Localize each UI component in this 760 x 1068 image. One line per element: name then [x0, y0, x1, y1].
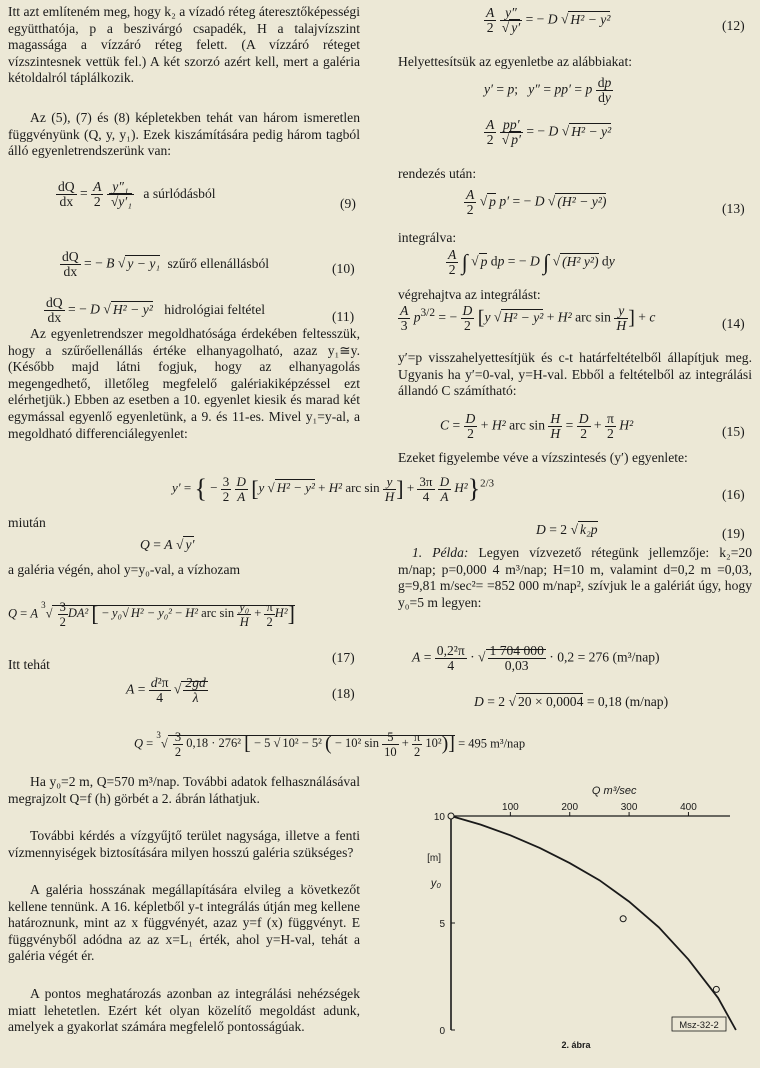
equation-16: y′ = { − $\frac{3}{2}$ $\frac{D}{A}$ [y √ H² − y² + H² arc sin $\frac{y}{H}$ ] + $\frac{3\pi}{4}$ $\frac{D}{A}$ H²}$^{2/3}$	[172, 473, 495, 504]
curve-marker	[620, 916, 626, 922]
eq11-label: hidrológiai feltétel	[164, 301, 266, 317]
equation-9: $\frac{dQ}{dx}$ = $\frac{A}{2}$ $\frac{\text{y″₁}}{\text{√y′₁}}$ a súrlódásból	[58, 179, 216, 209]
equation-9-number: (9)	[340, 196, 356, 211]
paragraph-question: További kérdés a vízgyűjtő terület nagysága, illetve a fenti vízmennyiségek biztosítására milyen hosszú galéria szükséges?	[8, 828, 360, 860]
text-helyettesitsuk: Helyettesítsük az egyenletbe az alábbiakat:	[398, 54, 633, 69]
equation-10-number: (10)	[332, 261, 355, 276]
eqQ-result: = 495 m³/nap	[458, 736, 526, 751]
equation-11: $\frac{dQ}{dx}$ = − D √ H² − y² hidrológiai feltétel	[46, 295, 266, 325]
equation-15-number: (15)	[722, 424, 745, 439]
equation-Q-numeric: Q = $^3$√ $\frac{3}{2}$ 0,18 · 276² [ − 5 √ 10² − 5² ( − 10² sin $\frac{5}{10}$ + $\frac{\pi}{2}$ 10²)] = 495 m³/nap	[134, 730, 526, 759]
x-tick-label: 200	[561, 802, 579, 813]
y-tick-label: 5	[439, 919, 445, 930]
y-axis-unit: [m]	[427, 852, 441, 864]
eq9-label: a súrlódásból	[143, 185, 216, 201]
equation-12-number: (12)	[722, 18, 745, 33]
equation-13: $\frac{A}{2}$ √ p p′ = − D √ (H² − y²)	[466, 187, 607, 217]
paragraph-intro: Itt azt említeném meg, hogy k₂ a vízadó réteg áteresztőképességi együtthatója, p a beszivárgó csapadék, H a talajvízszint magassága a vízzáró réteg felett. (A vízzáró réteget vízszintesnek vettük fel.) A két szorzó azért kell, mert a galéria kétoldalról táplálkozik.	[8, 4, 360, 86]
paragraph-boundary: y′=p visszahelyettesítjük és c-t határfeltételből állapítjuk meg. Ugyanis ha y′=0-val, y=H-val. Ebből a feltételből az integrálási állandó C számítható:	[398, 350, 752, 399]
equation-15: C = $\frac{D}{2}$ + H² arc sin $\frac{H}{H}$ = $\frac{D}{2}$ + $\frac{\pi}{2}$ H²	[440, 411, 634, 441]
x-tick-label: 100	[502, 802, 519, 813]
paragraph-example	[398, 545, 752, 611]
y-tick-label: 0	[439, 1026, 445, 1037]
equation-Q-general: Q = A √ y′	[140, 537, 195, 552]
equation-D-numeric: D = 2 √ 20 × 0,0004 = 0,18 (m/nap)	[474, 694, 669, 709]
equation-14: $\frac{A}{3}$ $p^{3/2}$ = − $\frac{D}{2}$ [y √ H² − y² + H² arc sin $\frac{y}{H}$ ] + c	[400, 303, 656, 333]
paragraph-approx: A pontos meghatározás azonban az integrálási nehézségek miatt lehetetlen. Ezért két olyan közelítő megoldást adunk, amelyek a gyakorlat számára megfelelő pontosságúak.	[8, 986, 360, 1035]
curve-marker	[448, 813, 454, 819]
paragraph-y0-2m: Ha y₀=2 m, Q=570 m³/nap. További adatok felhasználásával megrajzolt Q=f (h) görbét a 2. ábrán láthatjuk.	[8, 774, 360, 806]
eqD-result: = 0,18 (m/nap)	[586, 694, 669, 709]
equation-17-number: (17)	[332, 650, 355, 665]
x-tick-label: 300	[620, 802, 638, 813]
equation-18-number: (18)	[332, 686, 355, 701]
text-integralva: integrálva:	[398, 230, 457, 245]
equation-17: Q = A $^3$√ $\frac{3}{2}$ DA² [ − y₀√ H² − y₀² − H² arc sin $\frac{\text{y₀}}{H}$ + $\frac{\pi}{2}$ H²]	[8, 600, 295, 629]
equation-integral: $\frac{A}{2}$ ∫ √ p dp = − D ∫ √ (H² y²) dy	[448, 247, 615, 277]
y-axis-label: y₀	[430, 877, 441, 890]
eqA-result: = 276 (m³/nap)	[577, 649, 660, 665]
paragraph-galeria-length: A galéria hosszának megállapítására elvileg a következőt kellene tennünk. A 16. képletből y-t integrálás útján meg kellene határoznunk, mint az x függvényét, azaz y=f (x) függvényt. E függvényből adódna az az x=L₁ érték, ahol y=H-val, tehát a galéria végét ér.	[8, 882, 360, 964]
eq10-label: szűrő ellenállásból	[167, 255, 270, 271]
text-rendezes: rendezés után:	[398, 166, 477, 181]
equation-12: $\frac{A}{2}$ $\frac{y''}{√ y'}$ = − D √ H² − y²	[486, 5, 611, 35]
equation-substituted: $\frac{A}{2}$ $\frac{pp'}{√ p'}$ = − D √ H² − y²	[486, 117, 612, 147]
equation-19-number: (19)	[722, 526, 745, 541]
curve-q-y0	[451, 816, 736, 1030]
equation-18: A = $\frac{\text{d²π}}{4}$ √ $\frac{2gd}{\lambda}$	[126, 675, 206, 705]
paragraph-unknowns: Az (5), (7) és (8) képletekben tehát van három ismeretlen függvényünk (Q, y, y₁). Ezek kiszámítására pedig három tagból álló egyenletrendszerünk van:	[8, 110, 360, 159]
equation-11-number: (11)	[332, 309, 355, 324]
figure-caption: 2. ábra	[561, 1040, 591, 1050]
equation-19: D = 2 √ k₂p	[536, 522, 598, 537]
equation-substitution: y′ = p; y″ = pp′ = p $\frac{dp}{dy}$	[484, 75, 612, 105]
text-ezeket: Ezeket figyelembe véve a vízszintesés (y′) egyenlete:	[398, 450, 688, 465]
x-axis-title: Q m³/sec	[591, 785, 637, 797]
y-tick-label: 10	[433, 812, 445, 823]
equation-10: $\frac{dQ}{dx}$ = − B √ y − y₁ szűrő ellenállásból	[62, 249, 270, 279]
example-text: Legyen vízvezető rétegünk jellemzője: k₂=20 m/nap; p=0,000 4 m³/nap; H=10 m, valamint d=0,2 m =0,03, g=9,81 m/sec²= =852 000 m/nap², szívjuk le a galériát úgy, hogy y₀=5 m legyen:	[398, 545, 752, 610]
example-title: 1. Példa:	[412, 545, 469, 560]
text-galeria-vegen: a galéria végén, ahol y=y₀-val, a vízhozam	[8, 562, 241, 577]
text-miutan: miután	[8, 515, 46, 530]
text-vegrehajtva: végrehajtva az integrálást:	[398, 287, 541, 302]
paragraph-solution: Az egyenletrendszer megoldhatósága érdekében feltesszük, hogy a szűrőellenállás értéke elhanyagolható, azaz y₁≅y. (Később majd látni fogjuk, hogy az elhanyagolás megengedhető, illetőleg megfelelő galériakiképzéssel ezt elérhetjük.) Ebben az esetben a 10. egyenlet kiesik és marad két egymással egyenlő egyenletünk, a 9. és 11-es. Mivel y₁=y-al, a megoldható differenciálegyenlet:	[8, 326, 360, 441]
figure-2-chart	[400, 780, 750, 1060]
equation-A-numeric: A = $\frac{\text{0,2²π}}{4}$ · √ $\frac{1 704 000}{0,03}$ · 0,2 = 276 (m³/nap)	[412, 643, 660, 673]
text-itt-tehat: Itt tehát	[8, 657, 50, 672]
equation-13-number: (13)	[722, 201, 745, 216]
equation-14-number: (14)	[722, 316, 745, 331]
curve-marker	[713, 986, 719, 992]
stamp-label: Msz-32-2	[679, 1020, 719, 1031]
x-tick-label: 400	[680, 802, 697, 813]
equation-16-number: (16)	[722, 487, 745, 502]
